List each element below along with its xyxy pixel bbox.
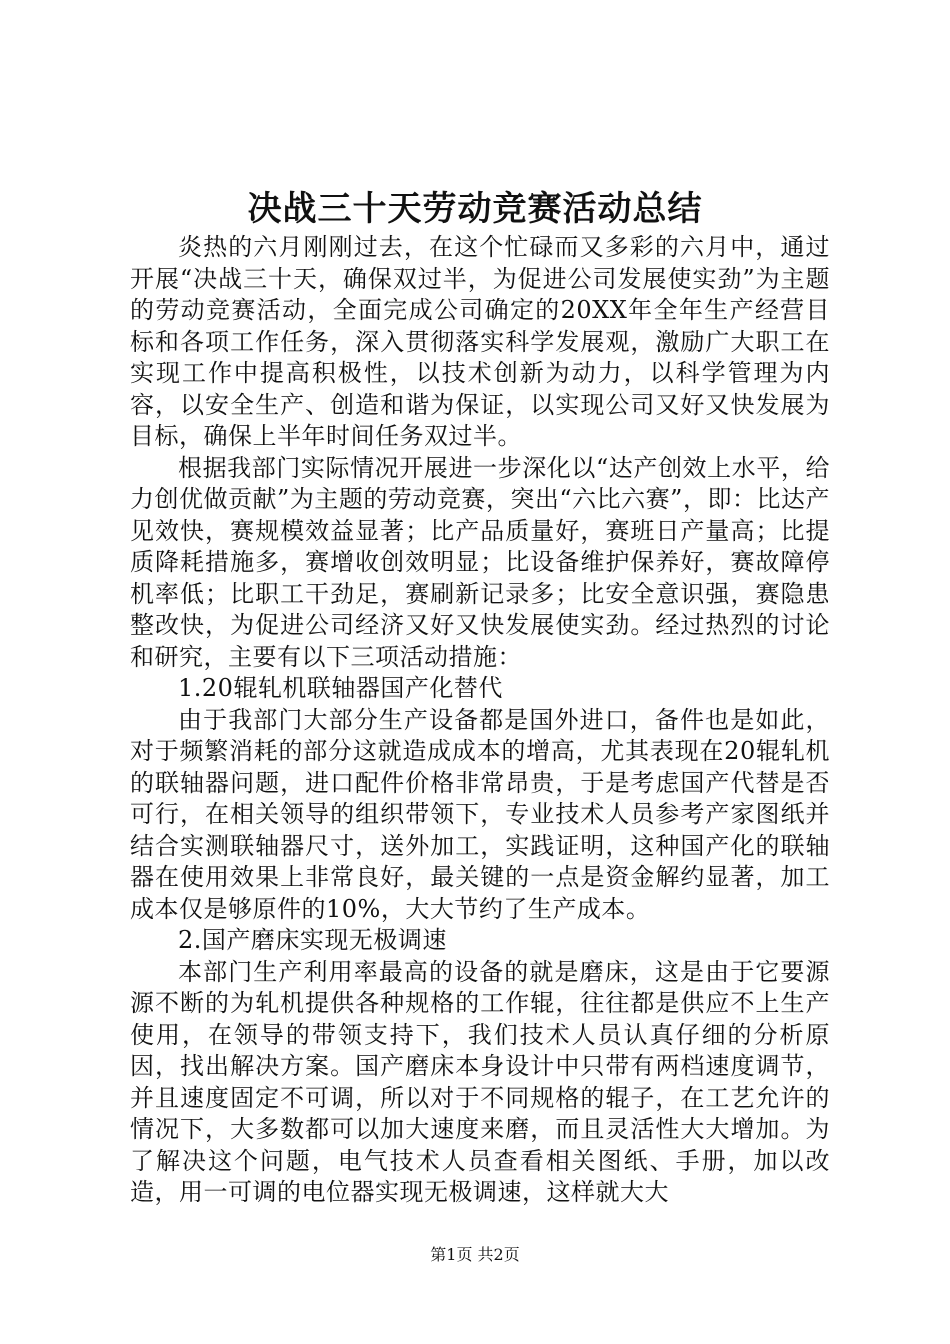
paragraph-intro: 炎热的六月刚刚过去，在这个忙碌而又多彩的六月中，通过开展“决战三十天，确保双过半，为促进公司发展使实劲”为主题的劳动竞赛活动，全面完成公司确定的20XX年全年生产经营目标和各项工作任务，深入贯彻落实科学发展观，激励广大职工在实现工作中提高积极性，以技术创新为动力，以科学管理为内容，以安全生产、创造和谐为保证，以实现公司又好又快发展为目标，确保上半年时间任务双过半。 <box>130 233 830 450</box>
document-title: 决战三十天劳动竞赛活动总结 <box>247 189 703 229</box>
paragraph-competition: 根据我部门实际情况开展进一步深化以“达产创效上水平，给力创优做贡献”为主题的劳动竞赛，突出“六比六赛”，即：比达产见效快，赛规模效益显著；比产品质量好，赛班日产量高；比提质降耗措施多，赛增收创效明显；比设备维护保养好，赛故障停机率低；比职工干劲足，赛刷新记录多；比安全意识强，赛隐患整改快，为促进公司经济又好又快发展使实劲。经过热烈的讨论和研究，主要有以下三项活动措施： <box>130 453 830 671</box>
paragraph-section-1: 由于我部门大部分生产设备都是国外进口，备件也是如此，对于频繁消耗的部分这就造成成本的增高，尤其表现在20辊轧机的联轴器问题，进口配件价格非常昂贵，于是考虑国产代替是否可行，在相关领导的组织带领下，专业技术人员参考产家图纸并结合实测联轴器尺寸，送外加工，实践证明，这种国产化的联轴器在使用效果上非常良好，最关键的一点是资金解约显著，加工成本仅是够原件的10%，大大节约了生产成本。 <box>130 705 830 923</box>
section-heading-2: 2.国产磨床实现无极调速 <box>178 926 447 954</box>
paragraph-section-2: 本部门生产利用率最高的设备的就是磨床，这是由于它要源源不断的为轧机提供各种规格的工作辊，往往都是供应不上生产使用，在领导的带领支持下，我们技术人员认真仔细的分析原因，找出解决方案。国产磨床本身设计中只带有两档速度调节，并且速度固定不可调，所以对于不同规格的辊子，在工艺允许的情况下，大多数都可以加大速度来磨，而且灵活性大大增加。为了解决这个问题，电气技术人员查看相关图纸、手册，加以改造，用一可调的电位器实现无极调速，这样就大大 <box>130 957 830 1206</box>
document-body <box>130 232 830 1209</box>
section-heading-1: 1.20辊轧机联轴器国产化替代 <box>178 674 503 702</box>
page-footer: 第1页 共2页 <box>430 1245 520 1264</box>
